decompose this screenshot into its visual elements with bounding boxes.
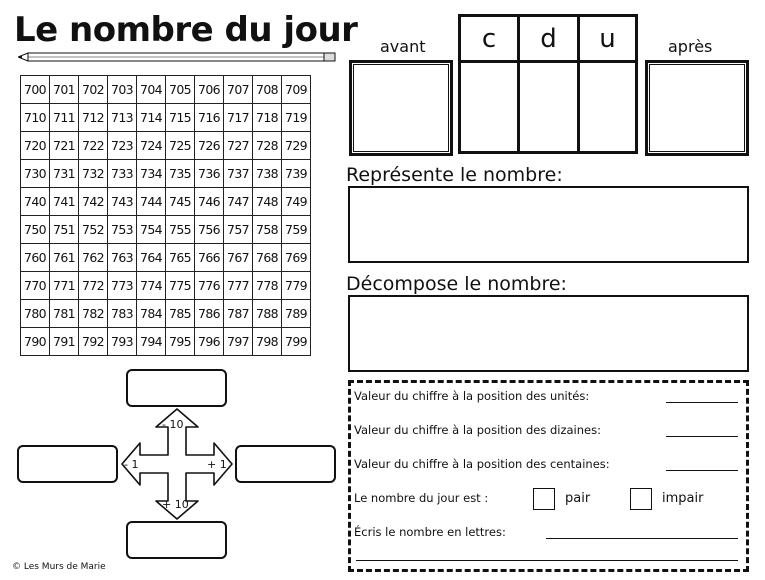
grid-cell: 752 [79, 216, 108, 244]
grid-cell: 786 [195, 300, 224, 328]
grid-row [21, 132, 311, 160]
grid-cell: 780 [21, 300, 50, 328]
grid-cell: 784 [137, 300, 166, 328]
before-inner-box [353, 64, 449, 152]
grid-row [21, 216, 311, 244]
grid-cell: 772 [79, 272, 108, 300]
grid-cell: 745 [166, 188, 195, 216]
tens-cell[interactable] [520, 63, 577, 151]
grid-cell: 767 [224, 244, 253, 272]
page-title: Le nombre du jour [14, 10, 358, 50]
odd-checkbox[interactable] [630, 488, 652, 510]
grid-cell: 701 [50, 76, 79, 104]
plus-one-label: + 1 [207, 458, 227, 471]
hundreds-header: c [481, 24, 497, 54]
grid-cell: 775 [166, 272, 195, 300]
grid-cell: 770 [21, 272, 50, 300]
units-question: Valeur du chiffre à la position des unités: [354, 389, 590, 403]
grid-cell: 755 [166, 216, 195, 244]
words-answer-line-1[interactable] [546, 538, 738, 539]
grid-cell: 720 [21, 132, 50, 160]
grid-cell: 724 [137, 132, 166, 160]
tens-question: Valeur du chiffre à la position des dizaines: [354, 423, 601, 437]
grid-cell: 799 [282, 328, 311, 356]
units-cell[interactable] [580, 63, 635, 151]
grid-cell: 741 [50, 188, 79, 216]
grid-cell: 705 [166, 76, 195, 104]
grid-cell: 731 [50, 160, 79, 188]
grid-cell: 710 [21, 104, 50, 132]
grid-cell: 747 [224, 188, 253, 216]
grid-cell: 793 [108, 328, 137, 356]
represent-title: Représente le nombre: [346, 164, 563, 186]
grid-cell: 718 [253, 104, 282, 132]
even-label: pair [565, 491, 591, 506]
grid-cell: 783 [108, 300, 137, 328]
grid-cell: 759 [282, 216, 311, 244]
grid-cell: 737 [224, 160, 253, 188]
grid-cell: 723 [108, 132, 137, 160]
grid-cell: 712 [79, 104, 108, 132]
plus-ten-label: + 10 [162, 498, 189, 511]
grid-cell: 795 [166, 328, 195, 356]
grid-cell: 769 [282, 244, 311, 272]
grid-cell: 725 [166, 132, 195, 160]
grid-row [21, 76, 311, 104]
grid-cell: 708 [253, 76, 282, 104]
grid-cell: 714 [137, 104, 166, 132]
even-checkbox[interactable] [533, 488, 555, 510]
grid-cell: 722 [79, 132, 108, 160]
grid-cell: 763 [108, 244, 137, 272]
words-question: Écris le nombre en lettres: [354, 525, 506, 539]
grid-row [21, 328, 311, 356]
units-header: u [599, 24, 616, 54]
grid-cell: 734 [137, 160, 166, 188]
grid-cell: 789 [282, 300, 311, 328]
grid-cell: 778 [253, 272, 282, 300]
grid-cell: 757 [224, 216, 253, 244]
grid-cell: 796 [195, 328, 224, 356]
grid-cell: 715 [166, 104, 195, 132]
minus-ten-box[interactable] [126, 369, 227, 407]
grid-cell: 750 [21, 216, 50, 244]
grid-cell: 744 [137, 188, 166, 216]
plus-ten-box[interactable] [126, 521, 227, 559]
grid-cell: 762 [79, 244, 108, 272]
number-grid [20, 75, 311, 356]
grid-cell: 709 [282, 76, 311, 104]
grid-cell: 787 [224, 300, 253, 328]
grid-cell: 758 [253, 216, 282, 244]
grid-cell: 702 [79, 76, 108, 104]
grid-row [21, 104, 311, 132]
hundreds-answer-line[interactable] [666, 470, 738, 471]
grid-cell: 728 [253, 132, 282, 160]
questions-panel [348, 380, 749, 572]
pencil-icon [18, 52, 336, 62]
grid-row [21, 272, 311, 300]
grid-cell: 768 [253, 244, 282, 272]
grid-cell: 754 [137, 216, 166, 244]
words-answer-line-2[interactable] [356, 560, 738, 561]
minus-ten-label: - 10 [162, 418, 184, 431]
grid-cell: 740 [21, 188, 50, 216]
grid-cell: 797 [224, 328, 253, 356]
grid-cell: 790 [21, 328, 50, 356]
grid-cell: 777 [224, 272, 253, 300]
minus-one-label: - 1 [124, 458, 139, 471]
grid-cell: 782 [79, 300, 108, 328]
grid-cell: 703 [108, 76, 137, 104]
hundreds-cell[interactable] [461, 63, 517, 151]
grid-cell: 751 [50, 216, 79, 244]
grid-cell: 776 [195, 272, 224, 300]
after-label: après [668, 37, 713, 56]
plus-one-box[interactable] [235, 445, 336, 483]
grid-cell: 743 [108, 188, 137, 216]
grid-cell: 733 [108, 160, 137, 188]
grid-cell: 704 [137, 76, 166, 104]
parity-question: Le nombre du jour est : [354, 491, 489, 505]
grid-cell: 771 [50, 272, 79, 300]
grid-cell: 798 [253, 328, 282, 356]
grid-cell: 738 [253, 160, 282, 188]
grid-row [21, 244, 311, 272]
grid-cell: 736 [195, 160, 224, 188]
grid-cell: 792 [79, 328, 108, 356]
grid-cell: 726 [195, 132, 224, 160]
grid-cell: 730 [21, 160, 50, 188]
grid-cell: 742 [79, 188, 108, 216]
grid-cell: 781 [50, 300, 79, 328]
grid-cell: 791 [50, 328, 79, 356]
grid-cell: 794 [137, 328, 166, 356]
grid-cell: 764 [137, 244, 166, 272]
grid-cell: 707 [224, 76, 253, 104]
grid-cell: 727 [224, 132, 253, 160]
grid-cell: 732 [79, 160, 108, 188]
grid-cell: 739 [282, 160, 311, 188]
decompose-title: Décompose le nombre: [346, 273, 567, 295]
before-label: avant [380, 37, 426, 56]
grid-row [21, 160, 311, 188]
after-inner-box [649, 64, 745, 152]
represent-box[interactable] [348, 186, 749, 263]
grid-cell: 721 [50, 132, 79, 160]
decompose-box[interactable] [348, 295, 749, 372]
grid-row [21, 300, 311, 328]
grid-cell: 785 [166, 300, 195, 328]
grid-cell: 700 [21, 76, 50, 104]
tens-header: d [540, 24, 557, 54]
grid-cell: 773 [108, 272, 137, 300]
minus-one-box[interactable] [17, 445, 118, 483]
grid-cell: 719 [282, 104, 311, 132]
grid-cell: 761 [50, 244, 79, 272]
grid-cell: 735 [166, 160, 195, 188]
grid-cell: 756 [195, 216, 224, 244]
hundreds-question: Valeur du chiffre à la position des centaines: [354, 457, 610, 471]
units-answer-line[interactable] [666, 402, 738, 403]
grid-cell: 717 [224, 104, 253, 132]
grid-cell: 746 [195, 188, 224, 216]
grid-cell: 713 [108, 104, 137, 132]
copyright-footer: © Les Murs de Marie [12, 562, 106, 572]
grid-cell: 788 [253, 300, 282, 328]
grid-cell: 749 [282, 188, 311, 216]
grid-cell: 779 [282, 272, 311, 300]
grid-cell: 774 [137, 272, 166, 300]
grid-cell: 711 [50, 104, 79, 132]
grid-cell: 766 [195, 244, 224, 272]
grid-cell: 753 [108, 216, 137, 244]
grid-row [21, 188, 311, 216]
grid-cell: 760 [21, 244, 50, 272]
grid-cell: 716 [195, 104, 224, 132]
grid-cell: 765 [166, 244, 195, 272]
grid-cell: 706 [195, 76, 224, 104]
odd-label: impair [662, 491, 704, 506]
grid-cell: 729 [282, 132, 311, 160]
grid-cell: 748 [253, 188, 282, 216]
tens-answer-line[interactable] [666, 436, 738, 437]
